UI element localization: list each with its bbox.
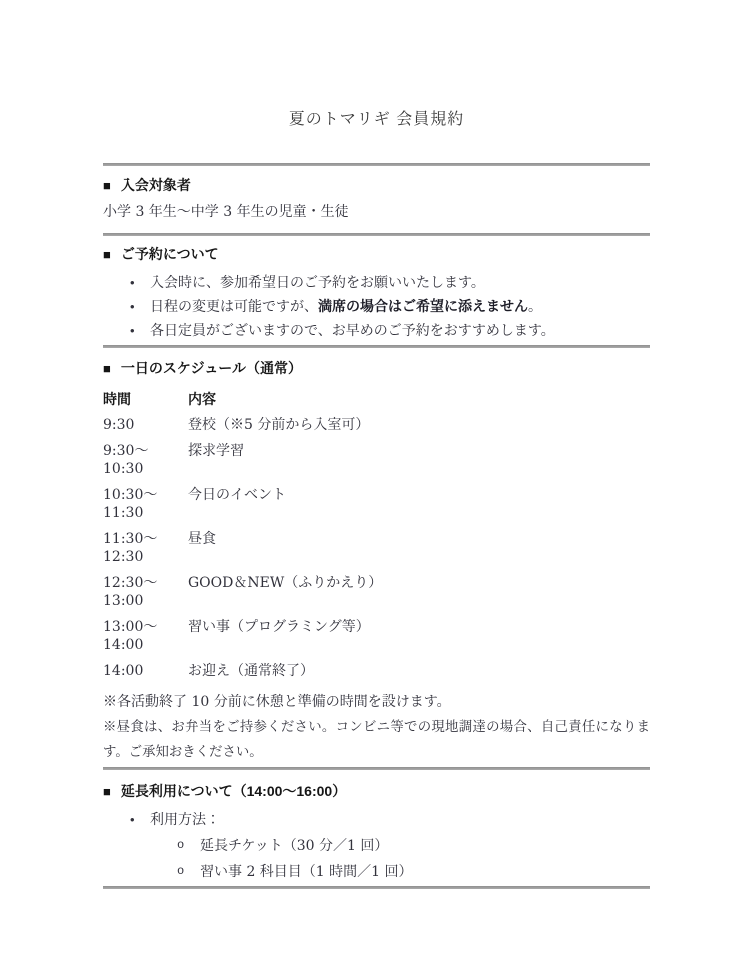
bullet-icon: • [130, 275, 135, 290]
section-divider [103, 345, 650, 348]
schedule-content: お迎え（通常終了） [188, 663, 314, 679]
extension-bullet-list [103, 811, 650, 829]
schedule-content: 習い事（プログラミング等） [188, 619, 370, 635]
schedule-time: 14:00 [103, 663, 144, 679]
usage-method-label: 利用方法： [150, 812, 220, 828]
circle-bullet-icon: o [177, 864, 185, 878]
list-item [103, 322, 650, 340]
schedule-time: 11:30～12:30 [103, 531, 158, 565]
table-row [103, 662, 650, 680]
square-bullet-icon: ■ [103, 178, 111, 193]
extension-heading-label: 延長利用について（14:00～16:00） [120, 783, 347, 799]
reservation-heading-label: ご予約について [120, 246, 219, 262]
bullet-icon: • [130, 299, 135, 314]
schedule-heading [103, 359, 650, 378]
extension-heading [103, 782, 650, 801]
table-row [103, 416, 650, 434]
schedule-col-time: 時間 [103, 391, 131, 407]
schedule-note: ※各活動終了 10 分前に休憩と準備の時間を設けます。 [103, 694, 451, 710]
eligibility-heading [103, 176, 650, 195]
table-row [103, 442, 650, 478]
extension-option-text: 習い事 2 科目目（1 時間／1 回） [200, 864, 413, 880]
schedule-header-row [103, 390, 650, 408]
list-item [103, 298, 650, 316]
schedule-time: 10:30～11:30 [103, 487, 158, 521]
list-item-bold-run: 満席の場合はご希望に添えません [318, 299, 528, 315]
schedule-heading-label: 一日のスケジュール（通常） [120, 360, 303, 376]
bullet-icon: • [130, 812, 135, 827]
table-row [103, 486, 650, 522]
schedule-time: 13:00～14:00 [103, 619, 158, 653]
section-eligibility [103, 176, 650, 221]
list-item-text-run: 。 [528, 299, 542, 315]
extension-options-list [103, 837, 650, 881]
schedule-content: 探求学習 [188, 443, 244, 459]
schedule-time: 12:30～13:00 [103, 575, 158, 609]
list-item-text-run: 入会時に、参加希望日のご予約をお願いいたします。 [150, 275, 485, 291]
section-reservation [103, 245, 650, 340]
bullet-icon: • [130, 323, 135, 338]
schedule-content: GOOD＆NEW（ふりかえり） [188, 575, 383, 591]
list-item [103, 811, 650, 829]
section-divider [103, 233, 650, 236]
list-item-text-run: 日程の変更は可能ですが、 [150, 299, 318, 315]
schedule-note: ※昼食は、お弁当をご持参ください。コンビニ等での現地調達の場合、自己責任になります。ご承知おきください。 [103, 720, 650, 760]
reservation-bullet-list [103, 274, 650, 340]
section-divider [103, 163, 650, 166]
square-bullet-icon: ■ [103, 361, 111, 376]
list-item [103, 837, 650, 855]
square-bullet-icon: ■ [103, 247, 111, 262]
schedule-time: 9:30 [103, 417, 135, 433]
table-row [103, 530, 650, 566]
eligibility-heading-label: 入会対象者 [120, 177, 191, 193]
list-item [103, 274, 650, 292]
section-extension [103, 782, 650, 881]
section-divider [103, 767, 650, 770]
list-item-text-run: 各日定員がございますので、お早めのご予約をおすすめします。 [150, 323, 555, 339]
list-item-text [150, 299, 542, 315]
table-row [103, 574, 650, 610]
list-item-text [150, 275, 485, 291]
schedule-time: 9:30～10:30 [103, 443, 149, 477]
extension-option-text: 延長チケット（30 分／1 回） [200, 838, 389, 854]
square-bullet-icon: ■ [103, 784, 111, 799]
list-item-text [150, 323, 555, 339]
section-schedule [103, 359, 650, 765]
schedule-content: 登校（※5 分前から入室可） [188, 417, 370, 433]
schedule-content: 今日のイベント [188, 487, 286, 503]
table-row [103, 618, 650, 654]
document-title: 夏のトマリギ 会員規約 [288, 111, 465, 128]
section-divider [103, 886, 650, 889]
schedule-content: 昼食 [188, 531, 216, 547]
reservation-heading [103, 245, 650, 264]
circle-bullet-icon: o [177, 838, 185, 852]
eligibility-text: 小学 3 年生～中学 3 年生の児童・生徒 [103, 204, 349, 220]
list-item [103, 863, 650, 881]
schedule-col-content: 内容 [188, 391, 216, 407]
